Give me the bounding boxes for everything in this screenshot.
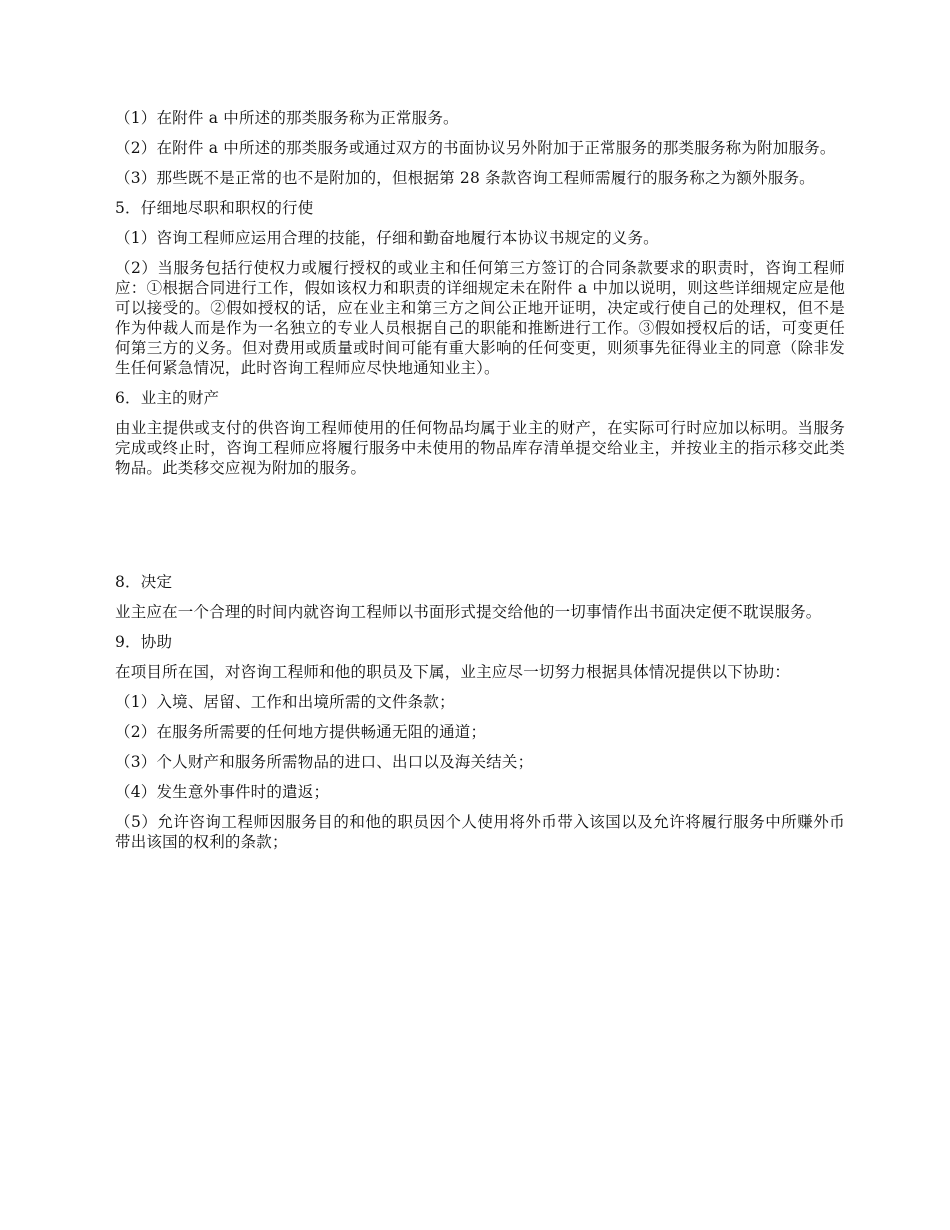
paragraph-assistance-5: （5）允许咨询工程师因服务目的和他的职员因个人使用将外币带入该国以及允许将履行服务中所赚外币带出该国的权利的条款； [115, 813, 845, 851]
paragraph-additional-services: （2）在附件 a 中所述的那类服务或通过双方的书面协议另外附加于正常服务的那类服务称为附加服务。 [115, 139, 836, 157]
section-heading-6: 6．业主的财产 [115, 389, 220, 407]
paragraph-decisions: 业主应在一个合理的时间内就咨询工程师以书面形式提交给他的一切事情作出书面决定便不耽误服务。 [115, 603, 822, 621]
paragraph-extra-services: （3）那些既不是正常的也不是附加的，但根据第 28 条款咨询工程师需履行的服务称之为额外服务。 [115, 169, 815, 187]
document-page [115, 108, 845, 862]
paragraph-assistance-1: （1）入境、居留、工作和出境所需的文件条款； [115, 693, 455, 711]
paragraph-assistance-intro: 在项目所在国，对咨询工程师和他的职员及下属，业主应尽一切努力根据具体情况提供以下协助： [115, 663, 791, 681]
paragraph-reasonable-skill: （1）咨询工程师应运用合理的技能，仔细和勤奋地履行本协议书规定的义务。 [115, 229, 659, 247]
blank-space [115, 488, 845, 572]
paragraph-assistance-2: （2）在服务所需要的任何地方提供畅通无阻的通道； [115, 723, 487, 741]
paragraph-owner-property: 由业主提供或支付的供咨询工程师使用的任何物品均属于业主的财产，在实际可行时应加以标明。当服务完成或终止时，咨询工程师应将履行服务中未使用的物品库存清单提交给业主，并按业主的指示移交此类物品。此类移交应视为附加的服务。 [115, 419, 845, 477]
section-heading-5: 5．仔细地尽职和职权的行使 [115, 199, 314, 217]
paragraph-authority-duties: （2）当服务包括行使权力或履行授权的或业主和任何第三方签订的合同条款要求的职责时，咨询工程师应：①根据合同进行工作，假如该权力和职责的详细规定未在附件 a 中加以说明，则这些详细规定应是他可以接受的。②假如授权的话，应在业主和第三方之间公正地开证明，决定或行使自己的处理权，但不是作为仲裁人而是作为一名独立的专业人员根据自己的职能和推断进行工作。③假如授权后的话，可变更任何第三方的义务。但对费用或质量或时间可能有重大影响的任何变更，则须事先征得业主的同意（除非发生任何紧急情况，此时咨询工程师应尽快地通知业主）。 [115, 259, 845, 377]
paragraph-normal-services: （1）在附件 a 中所述的那类服务称为正常服务。 [115, 109, 459, 127]
section-heading-8: 8．决定 [115, 573, 173, 591]
paragraph-assistance-3: （3）个人财产和服务所需物品的进口、出口以及海关结关； [115, 753, 534, 771]
section-heading-9: 9．协助 [115, 633, 173, 651]
paragraph-assistance-4: （4）发生意外事件时的遣返； [115, 783, 330, 801]
